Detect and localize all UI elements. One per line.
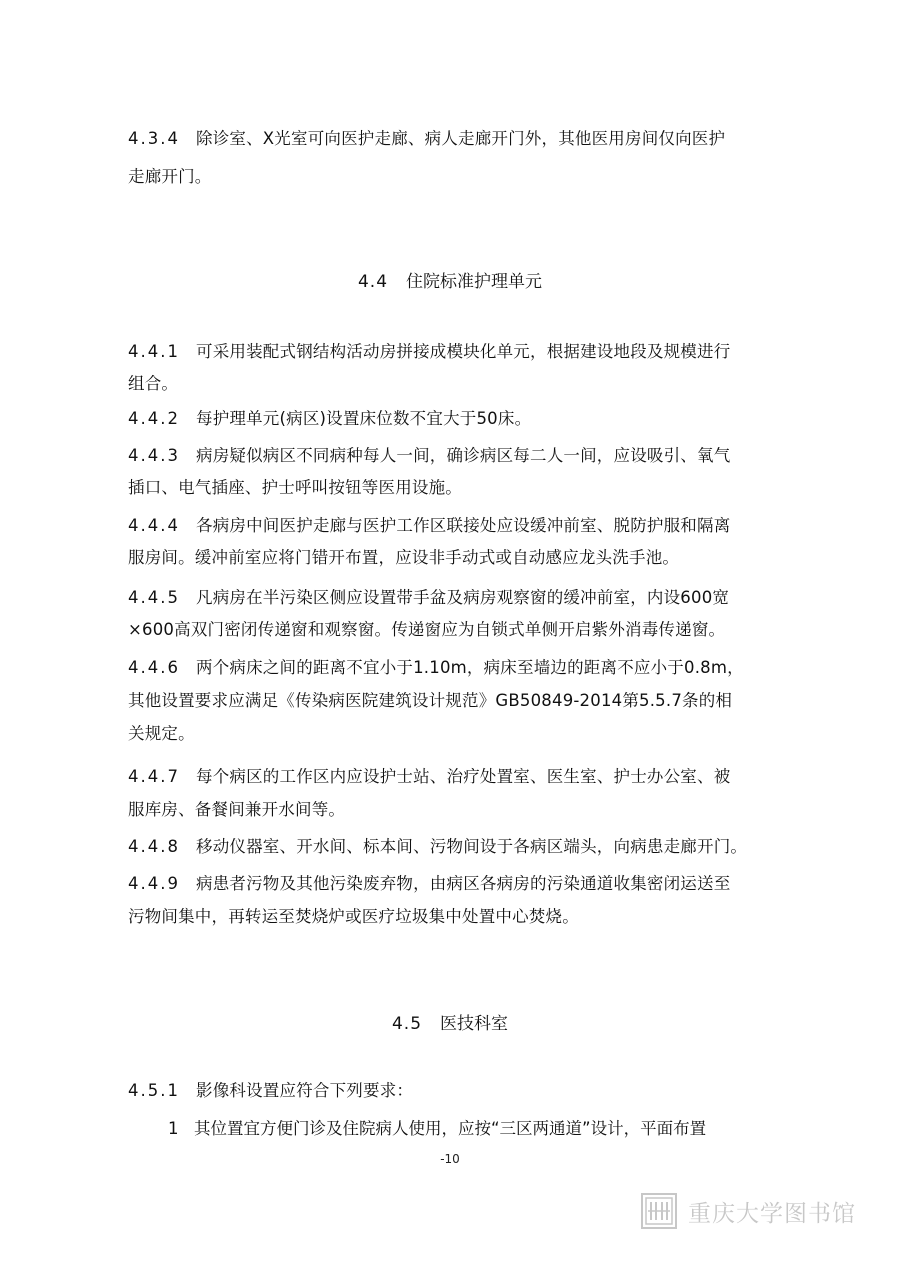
clause-text: 污物间集中，再转运至焚烧炉或医疗垃圾集中处置中心焚烧。 xyxy=(128,907,579,926)
clause-text: 可采用装配式钢结构活动房拼接成模块化单元，根据建设地段及规模进行 xyxy=(196,342,731,361)
clause-4-3-4 xyxy=(128,124,778,192)
section-heading-4-5 xyxy=(0,1009,900,1039)
clause-number: 4.4.1 xyxy=(128,342,180,361)
clause-number: 4.4.5 xyxy=(128,588,180,607)
clause-text: 每个病区的工作区内应设护士站、治疗处置室、医生室、护士办公室、被 xyxy=(196,767,731,786)
clause-4-4-5 xyxy=(128,583,778,645)
clause-4-4-8 xyxy=(128,832,778,862)
library-logo-icon xyxy=(640,1190,678,1232)
clause-number: 4.4.2 xyxy=(128,409,180,428)
clause-4-4-7 xyxy=(128,762,778,825)
clause-text: 服房间。缓冲前室应将门错开布置，应设非手动式或自动感应龙头洗手池。 xyxy=(128,548,680,567)
list-item-1 xyxy=(168,1114,706,1144)
clause-number: 4.4.9 xyxy=(128,874,180,893)
section-title: 医技科室 xyxy=(440,1014,509,1034)
clause-number: 4.3.4 xyxy=(128,129,180,148)
clause-number: 4.4.8 xyxy=(128,837,180,856)
clause-4-4-3 xyxy=(128,441,778,503)
clause-text: 除诊室、X光室可向医护走廊、病人走廊开门外，其他医用房间仅向医护 xyxy=(196,129,726,148)
clause-text: 插口、电气插座、护士呼叫按钮等医用设施。 xyxy=(128,478,462,497)
section-number: 4.4 xyxy=(357,272,389,292)
clause-text: 两个病床之间的距离不宜小于1.10m，病床至墙边的距离不应小于0.8m， xyxy=(196,658,744,677)
watermark-text: 重庆大学图书馆 xyxy=(688,1200,856,1227)
clause-text: 关规定。 xyxy=(128,724,195,743)
clause-number: 4.4.4 xyxy=(128,516,180,535)
section-title: 住院标准护理单元 xyxy=(406,272,543,292)
page-number: -10 xyxy=(440,1152,460,1166)
section-heading-4-4 xyxy=(0,267,900,297)
clause-text: 病房疑似病区不同病种每人一间，确诊病区每二人一间，应设吸引、氧气 xyxy=(196,446,731,465)
clause-text: 组合。 xyxy=(128,374,179,393)
clause-4-4-1 xyxy=(128,337,778,399)
item-number: 1 xyxy=(168,1119,179,1138)
item-text: 其位置宜方便门诊及住院病人使用，应按“三区两通道”设计，平面布置 xyxy=(194,1119,707,1138)
clause-4-4-2 xyxy=(128,404,778,434)
clause-4-4-4 xyxy=(128,511,778,573)
clause-number: 4.4.3 xyxy=(128,446,180,465)
clause-text: 凡病房在半污染区侧应设置带手盆及病房观察窗的缓冲前室，内设600宽 xyxy=(196,588,730,607)
clause-text: 病患者污物及其他污染废弃物，由病区各病房的污染通道收集密闭运送至 xyxy=(196,874,731,893)
library-watermark xyxy=(640,1190,856,1232)
clause-number: 4.4.7 xyxy=(128,767,180,786)
clause-text: 各病房中间医护走廊与医护工作区联接处应设缓冲前室、脱防护服和隔离 xyxy=(196,516,731,535)
clause-text: 影像科设置应符合下列要求： xyxy=(196,1081,414,1100)
clause-4-4-6 xyxy=(128,653,778,749)
clause-4-5-1 xyxy=(128,1076,778,1106)
clause-number: 4.4.6 xyxy=(128,658,180,677)
clause-text: 服库房、备餐间兼开水间等。 xyxy=(128,800,346,819)
clause-number: 4.5.1 xyxy=(128,1081,180,1100)
clause-text: 其他设置要求应满足《传染病医院建筑设计规范》GB50849-2014第5.5.7条的相 xyxy=(128,691,733,710)
clause-text: ×600高双门密闭传递窗和观察窗。传递窗应为自锁式单侧开启紫外消毒传递窗。 xyxy=(128,620,726,639)
clause-text: 走廊开门。 xyxy=(128,167,212,186)
clause-4-4-9 xyxy=(128,869,778,932)
clause-text: 移动仪器室、开水间、标本间、污物间设于各病区端头，向病患走廊开门。 xyxy=(196,837,748,856)
section-number: 4.5 xyxy=(391,1014,423,1034)
clause-text: 每护理单元(病区)设置床位数不宜大于50床。 xyxy=(196,409,532,428)
